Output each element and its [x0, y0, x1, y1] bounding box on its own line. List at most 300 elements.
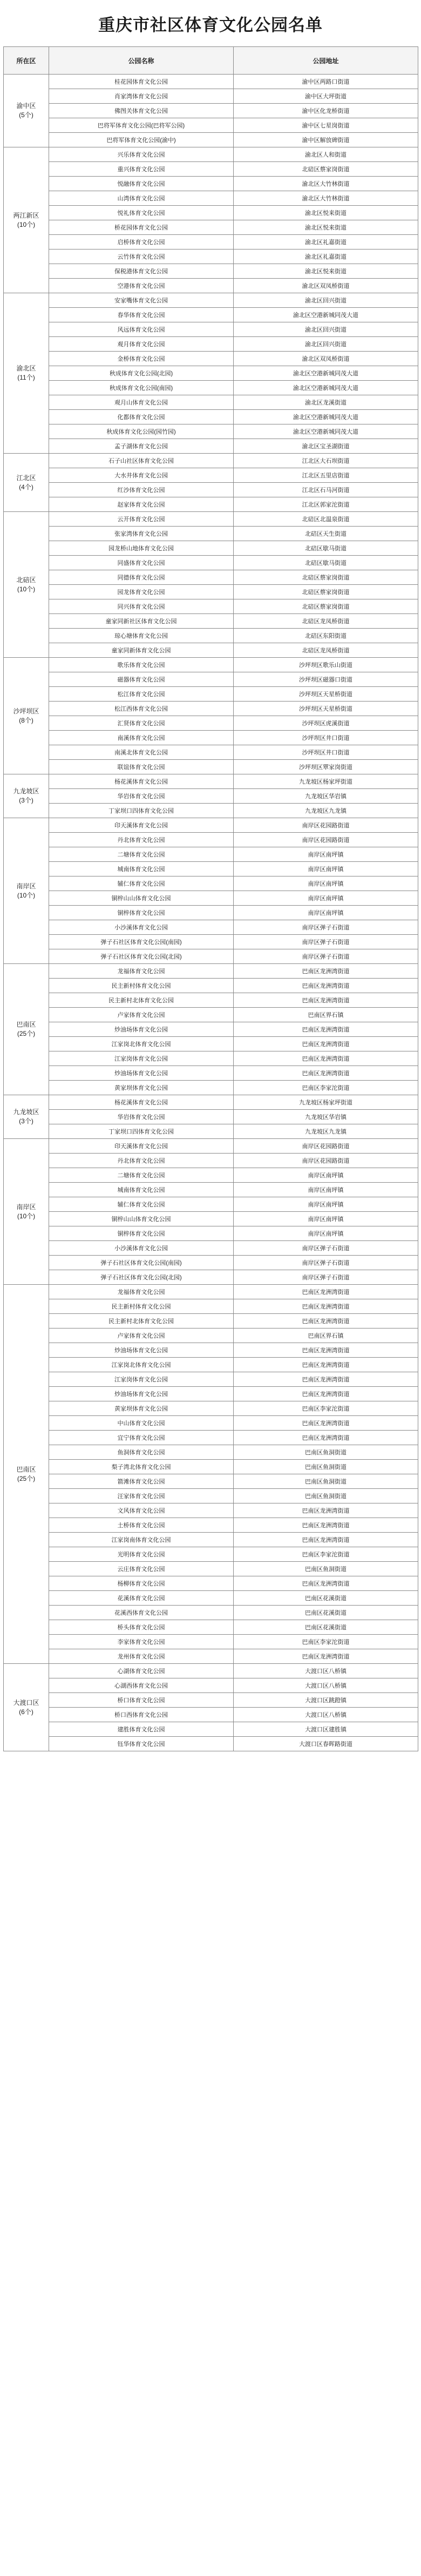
park-name-cell: 城南体育文化公园 [49, 862, 234, 876]
table-row [4, 177, 418, 191]
table-row [4, 1503, 418, 1518]
table-row [4, 293, 418, 308]
park-name-cell: 童家同新社区体育文化公园 [49, 614, 234, 629]
table-row [4, 629, 418, 643]
park-name-cell: 桂花园体育文化公园 [49, 75, 234, 89]
park-name-cell: 丹北体育文化公园 [49, 833, 234, 847]
park-address-cell: 渝北区空港新城同茂大道 [234, 308, 418, 322]
park-name-cell: 红沙体育文化公园 [49, 483, 234, 497]
district-name: 九龙坡区 [13, 787, 39, 795]
park-address-cell: 北碚区蔡家岗街道 [234, 162, 418, 177]
park-name-cell: 南溪北体育文化公园 [49, 745, 234, 760]
park-name-cell: 山湾体育文化公园 [49, 191, 234, 206]
park-address-cell: 沙坪坝区天星桥街道 [234, 687, 418, 702]
district-park-count: (3个) [19, 797, 33, 804]
park-name-cell: 同盛体育文化公园 [49, 556, 234, 570]
table-row [4, 118, 418, 133]
park-address-cell: 南岸区弹子石街道 [234, 1256, 418, 1270]
park-name-cell: 江家岗北体育文化公园 [49, 1037, 234, 1051]
table-row [4, 1008, 418, 1022]
park-address-cell: 巴南区龙洲湾街道 [234, 1503, 418, 1518]
park-name-cell: 炒油场体育文化公园 [49, 1343, 234, 1358]
park-name-cell: 云庄体育文化公园 [49, 1562, 234, 1576]
park-address-cell: 巴南区龙洲湾街道 [234, 1649, 418, 1664]
table-header-row [4, 47, 418, 75]
park-name-cell: 丁家坝口四体育文化公园 [49, 1124, 234, 1139]
park-address-cell: 巴南区龙洲湾街道 [234, 1576, 418, 1591]
park-name-cell: 黄家坝体育文化公园 [49, 1401, 234, 1416]
park-name-cell: 兴乐体育文化公园 [49, 147, 234, 162]
park-roster-table [3, 46, 418, 1751]
park-address-cell: 沙坪坝区覃家岗街道 [234, 760, 418, 774]
park-name-cell: 杨柳体育文化公园 [49, 1576, 234, 1591]
park-name-cell: 保税港体育文化公园 [49, 264, 234, 279]
table-row [4, 1547, 418, 1562]
park-name-cell: 黄家坝体育文化公园 [49, 1081, 234, 1095]
park-name-cell: 石子山社区体育文化公园 [49, 454, 234, 468]
table-row [4, 1051, 418, 1066]
park-address-cell: 南岸区弹子石街道 [234, 949, 418, 964]
table-row [4, 1124, 418, 1139]
park-name-column-header: 公园名称 [49, 47, 234, 75]
park-address-cell: 巴南区龙洲湾街道 [234, 1387, 418, 1401]
table-row [4, 1387, 418, 1401]
park-name-cell: 江家岗体育文化公园 [49, 1051, 234, 1066]
park-address-cell: 九龙坡区杨家坪街道 [234, 774, 418, 789]
table-row [4, 1212, 418, 1226]
park-address-cell: 渝北区悦来街道 [234, 220, 418, 235]
table-row [4, 1518, 418, 1533]
park-address-cell: 南岸区弹子石街道 [234, 1270, 418, 1285]
park-address-cell: 巴南区李家沱街道 [234, 1547, 418, 1562]
park-address-cell: 南岸区南坪镇 [234, 1197, 418, 1212]
park-address-cell: 渝北区龙溪街道 [234, 395, 418, 410]
table-row [4, 1678, 418, 1693]
district-name: 江北区 [16, 474, 36, 482]
park-address-cell: 渝中区化龙桥街道 [234, 104, 418, 118]
park-name-cell: 花溪体育文化公园 [49, 1591, 234, 1606]
park-name-cell: 文风体育文化公园 [49, 1503, 234, 1518]
park-address-cell: 渝北区空港新城同茂大道 [234, 424, 418, 439]
table-row [4, 1329, 418, 1343]
park-name-cell: 秋成体育文化公园(南园) [49, 381, 234, 395]
park-name-cell: 印天溪体育文化公园 [49, 818, 234, 833]
park-name-cell: 二塘体育文化公园 [49, 1168, 234, 1183]
park-address-cell: 南岸区花园路街道 [234, 833, 418, 847]
table-row [4, 279, 418, 293]
park-address-cell: 南岸区南坪镇 [234, 847, 418, 862]
table-row [4, 614, 418, 629]
park-name-cell: 民主新村北体育文化公园 [49, 993, 234, 1008]
table-row [4, 1591, 418, 1606]
park-name-cell: 松江西体育文化公园 [49, 702, 234, 716]
park-name-cell: 梨子湾北体育文化公园 [49, 1460, 234, 1474]
park-address-cell: 南岸区弹子石街道 [234, 920, 418, 935]
park-name-cell: 大水井体育文化公园 [49, 468, 234, 483]
park-name-cell: 箭滩体育文化公园 [49, 1474, 234, 1489]
park-address-cell: 巴南区花溪街道 [234, 1591, 418, 1606]
table-row [4, 366, 418, 381]
park-name-cell: 丹北体育文化公园 [49, 1154, 234, 1168]
park-address-column-header: 公园地址 [234, 47, 418, 75]
park-address-cell: 巴南区龙洲湾街道 [234, 1022, 418, 1037]
park-address-cell: 巴南区龙洲湾街道 [234, 1358, 418, 1372]
park-name-cell: 观月体育文化公园 [49, 337, 234, 352]
park-address-cell: 渝北区悦来街道 [234, 206, 418, 220]
park-address-cell: 沙坪坝区歌乐山街道 [234, 658, 418, 672]
park-name-cell: 铜梓体育文化公园 [49, 906, 234, 920]
district-park-count: (11个) [17, 374, 35, 381]
park-address-cell: 大渡口区八桥镇 [234, 1664, 418, 1678]
park-name-cell: 城南体育文化公园 [49, 1183, 234, 1197]
table-row [4, 1022, 418, 1037]
park-address-cell: 南岸区南坪镇 [234, 1226, 418, 1241]
park-address-cell: 南岸区花园路街道 [234, 1139, 418, 1154]
district-cell [4, 818, 49, 964]
park-name-cell: 炒油场体育文化公园 [49, 1387, 234, 1401]
park-name-cell: 赵家体育文化公园 [49, 497, 234, 512]
park-address-cell: 北碚区东阳街道 [234, 629, 418, 643]
park-name-cell: 江家岗体育文化公园 [49, 1372, 234, 1387]
park-name-cell: 龙福体育文化公园 [49, 964, 234, 979]
park-address-cell: 巴南区龙洲湾街道 [234, 1285, 418, 1299]
park-address-cell: 巴南区李家沱街道 [234, 1081, 418, 1095]
park-name-cell: 汪家体育文化公园 [49, 1489, 234, 1503]
park-name-cell: 春华体育文化公园 [49, 308, 234, 322]
table-row [4, 672, 418, 687]
park-address-cell: 江北区郭家沱街道 [234, 497, 418, 512]
park-address-cell: 渝中区七星岗街道 [234, 118, 418, 133]
park-address-cell: 江北区五里店街道 [234, 468, 418, 483]
district-cell [4, 454, 49, 512]
park-name-cell: 悦融体育文化公园 [49, 177, 234, 191]
park-address-cell: 渝北区回兴街道 [234, 293, 418, 308]
table-row [4, 876, 418, 891]
park-name-cell: 园龙体育文化公园 [49, 585, 234, 599]
table-row [4, 1343, 418, 1358]
district-park-count: (3个) [19, 1117, 33, 1125]
park-address-cell: 北碚区龙凤桥街道 [234, 643, 418, 658]
table-row [4, 1066, 418, 1081]
park-address-cell: 渝北区礼嘉街道 [234, 235, 418, 249]
park-name-cell: 龙州体育文化公园 [49, 1649, 234, 1664]
park-name-cell: 土桥体育文化公园 [49, 1518, 234, 1533]
park-name-cell: 孟子湖体育文化公园 [49, 439, 234, 454]
park-name-cell: 弹子石社区体育文化公园(北园) [49, 1270, 234, 1285]
park-name-cell: 民主新村北体育文化公园 [49, 1314, 234, 1329]
park-address-cell: 巴南区龙洲湾街道 [234, 964, 418, 979]
district-name: 北碚区 [16, 576, 36, 584]
park-name-cell: 中山体育文化公园 [49, 1416, 234, 1431]
table-row [4, 1314, 418, 1329]
district-cell [4, 1095, 49, 1139]
park-name-cell: 杨花溪体育文化公园 [49, 774, 234, 789]
park-name-cell: 炒油场体育文化公园 [49, 1066, 234, 1081]
park-name-cell: 空港体育文化公园 [49, 279, 234, 293]
table-row [4, 1708, 418, 1722]
table-row [4, 658, 418, 672]
district-park-count: (8个) [19, 716, 33, 724]
park-name-cell: 江家岗北体育文化公园 [49, 1358, 234, 1372]
park-address-cell: 九龙坡区杨家坪街道 [234, 1095, 418, 1110]
park-address-cell: 渝北区双凤桥街道 [234, 279, 418, 293]
park-address-cell: 北碚区蔡家岗街道 [234, 570, 418, 585]
park-address-cell: 南岸区花园路街道 [234, 1154, 418, 1168]
district-cell [4, 1664, 49, 1751]
park-name-cell: 小沙溪体育文化公园 [49, 1241, 234, 1256]
table-row [4, 1664, 418, 1678]
district-cell [4, 1285, 49, 1664]
district-name: 九龙坡区 [13, 1108, 39, 1116]
table-row [4, 993, 418, 1008]
table-row [4, 439, 418, 454]
park-address-cell: 渝北区空港新城同茂大道 [234, 381, 418, 395]
park-address-cell: 南岸区南坪镇 [234, 891, 418, 906]
table-row [4, 1154, 418, 1168]
park-address-cell: 渝北区空港新城同茂大道 [234, 366, 418, 381]
table-row [4, 1737, 418, 1751]
park-address-cell: 南岸区南坪镇 [234, 876, 418, 891]
park-address-cell: 渝中区两路口街道 [234, 75, 418, 89]
district-cell [4, 964, 49, 1095]
park-name-cell: 联谊体育文化公园 [49, 760, 234, 774]
park-address-cell: 江北区石马河街道 [234, 483, 418, 497]
park-address-cell: 南岸区南坪镇 [234, 906, 418, 920]
table-row [4, 804, 418, 818]
park-address-cell: 南岸区花园路街道 [234, 818, 418, 833]
table-row [4, 1401, 418, 1416]
table-row [4, 162, 418, 177]
park-address-cell: 渝中区解放碑街道 [234, 133, 418, 147]
table-row [4, 1372, 418, 1387]
park-name-cell: 秋成体育文化公园(园竹园) [49, 424, 234, 439]
park-name-cell: 弹子石社区体育文化公园(北园) [49, 949, 234, 964]
park-address-cell: 渝北区回兴街道 [234, 337, 418, 352]
park-name-cell: 心湖西体育文化公园 [49, 1678, 234, 1693]
district-cell [4, 774, 49, 818]
park-address-cell: 巴南区龙洲湾街道 [234, 993, 418, 1008]
park-address-cell: 北碚区歇马街道 [234, 541, 418, 556]
park-name-cell: 炒油场体育文化公园 [49, 1022, 234, 1037]
park-name-cell: 园龙桥山地体育文化公园 [49, 541, 234, 556]
park-address-cell: 北碚区天生街道 [234, 527, 418, 541]
table-row [4, 570, 418, 585]
district-name: 南岸区 [16, 1203, 36, 1211]
park-name-cell: 心湖体育文化公园 [49, 1664, 234, 1678]
park-name-cell: 杨花溪体育文化公园 [49, 1095, 234, 1110]
park-name-cell: 秋成体育文化公园(北园) [49, 366, 234, 381]
park-address-cell: 渝北区回兴街道 [234, 322, 418, 337]
park-name-cell: 磁器体育文化公园 [49, 672, 234, 687]
park-address-cell: 南岸区南坪镇 [234, 1183, 418, 1197]
district-name: 南岸区 [16, 882, 36, 890]
park-name-cell: 铜梓体育文化公园 [49, 1226, 234, 1241]
park-name-cell: 桥口西体育文化公园 [49, 1708, 234, 1722]
park-address-cell: 巴南区鱼洞街道 [234, 1474, 418, 1489]
table-row [4, 264, 418, 279]
table-row [4, 483, 418, 497]
table-row [4, 454, 418, 468]
table-row [4, 220, 418, 235]
district-park-count: (5个) [19, 111, 33, 119]
park-name-cell: 小沙溪体育文化公园 [49, 920, 234, 935]
district-park-count: (6个) [19, 1708, 33, 1716]
park-name-cell: 张家湾体育文化公园 [49, 527, 234, 541]
park-address-cell: 巴南区龙洲湾街道 [234, 1431, 418, 1445]
park-address-cell: 巴南区李家沱街道 [234, 1635, 418, 1649]
table-row [4, 75, 418, 89]
table-row [4, 1606, 418, 1620]
park-address-cell: 沙坪坝区虎溪街道 [234, 716, 418, 731]
district-park-count: (10个) [17, 891, 36, 899]
table-row [4, 322, 418, 337]
park-name-cell: 华岩体育文化公园 [49, 1110, 234, 1124]
park-name-cell: 童家同新体育文化公园 [49, 643, 234, 658]
park-name-cell: 华岩体育文化公园 [49, 789, 234, 804]
district-name: 渝中区 [16, 102, 36, 110]
table-row [4, 774, 418, 789]
district-cell [4, 512, 49, 658]
table-row [4, 1358, 418, 1372]
table-row [4, 1416, 418, 1431]
table-row [4, 1081, 418, 1095]
district-park-count: (25个) [17, 1030, 36, 1037]
park-address-cell: 巴南区界石镇 [234, 1008, 418, 1022]
park-name-cell: 歌乐体育文化公园 [49, 658, 234, 672]
park-address-cell: 大渡口区春晖路街道 [234, 1737, 418, 1751]
park-name-cell: 安家嘴体育文化公园 [49, 293, 234, 308]
district-name: 渝北区 [16, 365, 36, 372]
district-cell [4, 147, 49, 293]
park-address-cell: 巴南区鱼洞街道 [234, 1460, 418, 1474]
district-column-header: 所在区 [4, 47, 49, 75]
park-address-cell: 大渡口区跳蹬镇 [234, 1693, 418, 1708]
table-row [4, 1270, 418, 1285]
table-row [4, 643, 418, 658]
park-name-cell: 辅仁体育文化公园 [49, 1197, 234, 1212]
table-row [4, 906, 418, 920]
park-address-cell: 巴南区鱼洞街道 [234, 1489, 418, 1503]
table-row [4, 249, 418, 264]
table-row [4, 949, 418, 964]
table-row [4, 745, 418, 760]
table-row [4, 1489, 418, 1503]
table-row [4, 1620, 418, 1635]
district-name: 巴南区 [16, 1021, 36, 1028]
park-name-cell: 南溪体育文化公园 [49, 731, 234, 745]
park-address-cell: 巴南区龙洲湾街道 [234, 1518, 418, 1533]
park-address-cell: 巴南区花溪街道 [234, 1606, 418, 1620]
park-name-cell: 辅仁体育文化公园 [49, 876, 234, 891]
table-row [4, 556, 418, 570]
park-address-cell: 南岸区南坪镇 [234, 1212, 418, 1226]
park-name-cell: 松江体育文化公园 [49, 687, 234, 702]
table-row [4, 191, 418, 206]
table-row [4, 410, 418, 424]
park-name-cell: 重兴体育文化公园 [49, 162, 234, 177]
table-row [4, 716, 418, 731]
park-address-cell: 九龙坡区九龙镇 [234, 1124, 418, 1139]
park-name-cell: 铜梓山山体育文化公园 [49, 891, 234, 906]
table-row [4, 920, 418, 935]
district-cell [4, 658, 49, 774]
park-name-cell: 汇贤体育文化公园 [49, 716, 234, 731]
park-name-cell: 同德体育文化公园 [49, 570, 234, 585]
table-row [4, 599, 418, 614]
district-name: 沙坪坝区 [13, 707, 39, 715]
table-row [4, 891, 418, 906]
table-row [4, 1576, 418, 1591]
park-name-cell: 巴将军体育文化公园(渝中) [49, 133, 234, 147]
park-name-cell: 卢家体育文化公园 [49, 1329, 234, 1343]
table-row [4, 424, 418, 439]
park-address-cell: 渝中区大坪街道 [234, 89, 418, 104]
table-row [4, 702, 418, 716]
park-address-cell: 渝北区空港新城同茂大道 [234, 410, 418, 424]
table-row [4, 833, 418, 847]
table-row [4, 147, 418, 162]
park-address-cell: 巴南区鱼洞街道 [234, 1562, 418, 1576]
park-name-cell: 李家体育文化公园 [49, 1635, 234, 1649]
park-address-cell: 南岸区弹子石街道 [234, 935, 418, 949]
park-name-cell: 铜梓山山体育文化公园 [49, 1212, 234, 1226]
table-row [4, 1431, 418, 1445]
park-name-cell: 琼心塘体育文化公园 [49, 629, 234, 643]
park-address-cell: 大渡口区建胜镇 [234, 1722, 418, 1737]
table-row [4, 1110, 418, 1124]
table-row [4, 497, 418, 512]
park-address-cell: 沙坪坝区井口街道 [234, 731, 418, 745]
table-row [4, 1168, 418, 1183]
park-address-cell: 九龙坡区华岩镇 [234, 1110, 418, 1124]
park-address-cell: 巴南区鱼洞街道 [234, 1445, 418, 1460]
table-body [4, 75, 418, 1751]
district-name: 两江新区 [13, 211, 39, 219]
park-address-cell: 巴南区龙洲湾街道 [234, 1533, 418, 1547]
table-row [4, 337, 418, 352]
table-row [4, 1241, 418, 1256]
table-row [4, 687, 418, 702]
table-row [4, 468, 418, 483]
table-row [4, 1722, 418, 1737]
park-name-cell: 宜宁体育文化公园 [49, 1431, 234, 1445]
park-address-cell: 巴南区龙洲湾街道 [234, 1314, 418, 1329]
park-address-cell: 巴南区李家沱街道 [234, 1401, 418, 1416]
table-row [4, 1139, 418, 1154]
park-name-cell: 启桥体育文化公园 [49, 235, 234, 249]
park-address-cell: 巴南区龙洲湾街道 [234, 1037, 418, 1051]
table-row [4, 818, 418, 833]
table-row [4, 979, 418, 993]
table-row [4, 1460, 418, 1474]
park-name-cell: 同兴体育文化公园 [49, 599, 234, 614]
table-row [4, 1693, 418, 1708]
table-row [4, 1533, 418, 1547]
table-row [4, 1197, 418, 1212]
park-address-cell: 渝北区双凤桥街道 [234, 352, 418, 366]
park-address-cell: 渝北区礼嘉街道 [234, 249, 418, 264]
table-row [4, 964, 418, 979]
park-address-cell: 渝北区人和街道 [234, 147, 418, 162]
park-name-cell: 江家岗南体育文化公园 [49, 1533, 234, 1547]
table-row [4, 308, 418, 322]
park-address-cell: 北碚区歇马街道 [234, 556, 418, 570]
park-address-cell: 沙坪坝区磁器口街道 [234, 672, 418, 687]
district-cell [4, 293, 49, 454]
table-row [4, 1649, 418, 1664]
table-row [4, 847, 418, 862]
district-name: 大渡口区 [13, 1698, 39, 1707]
